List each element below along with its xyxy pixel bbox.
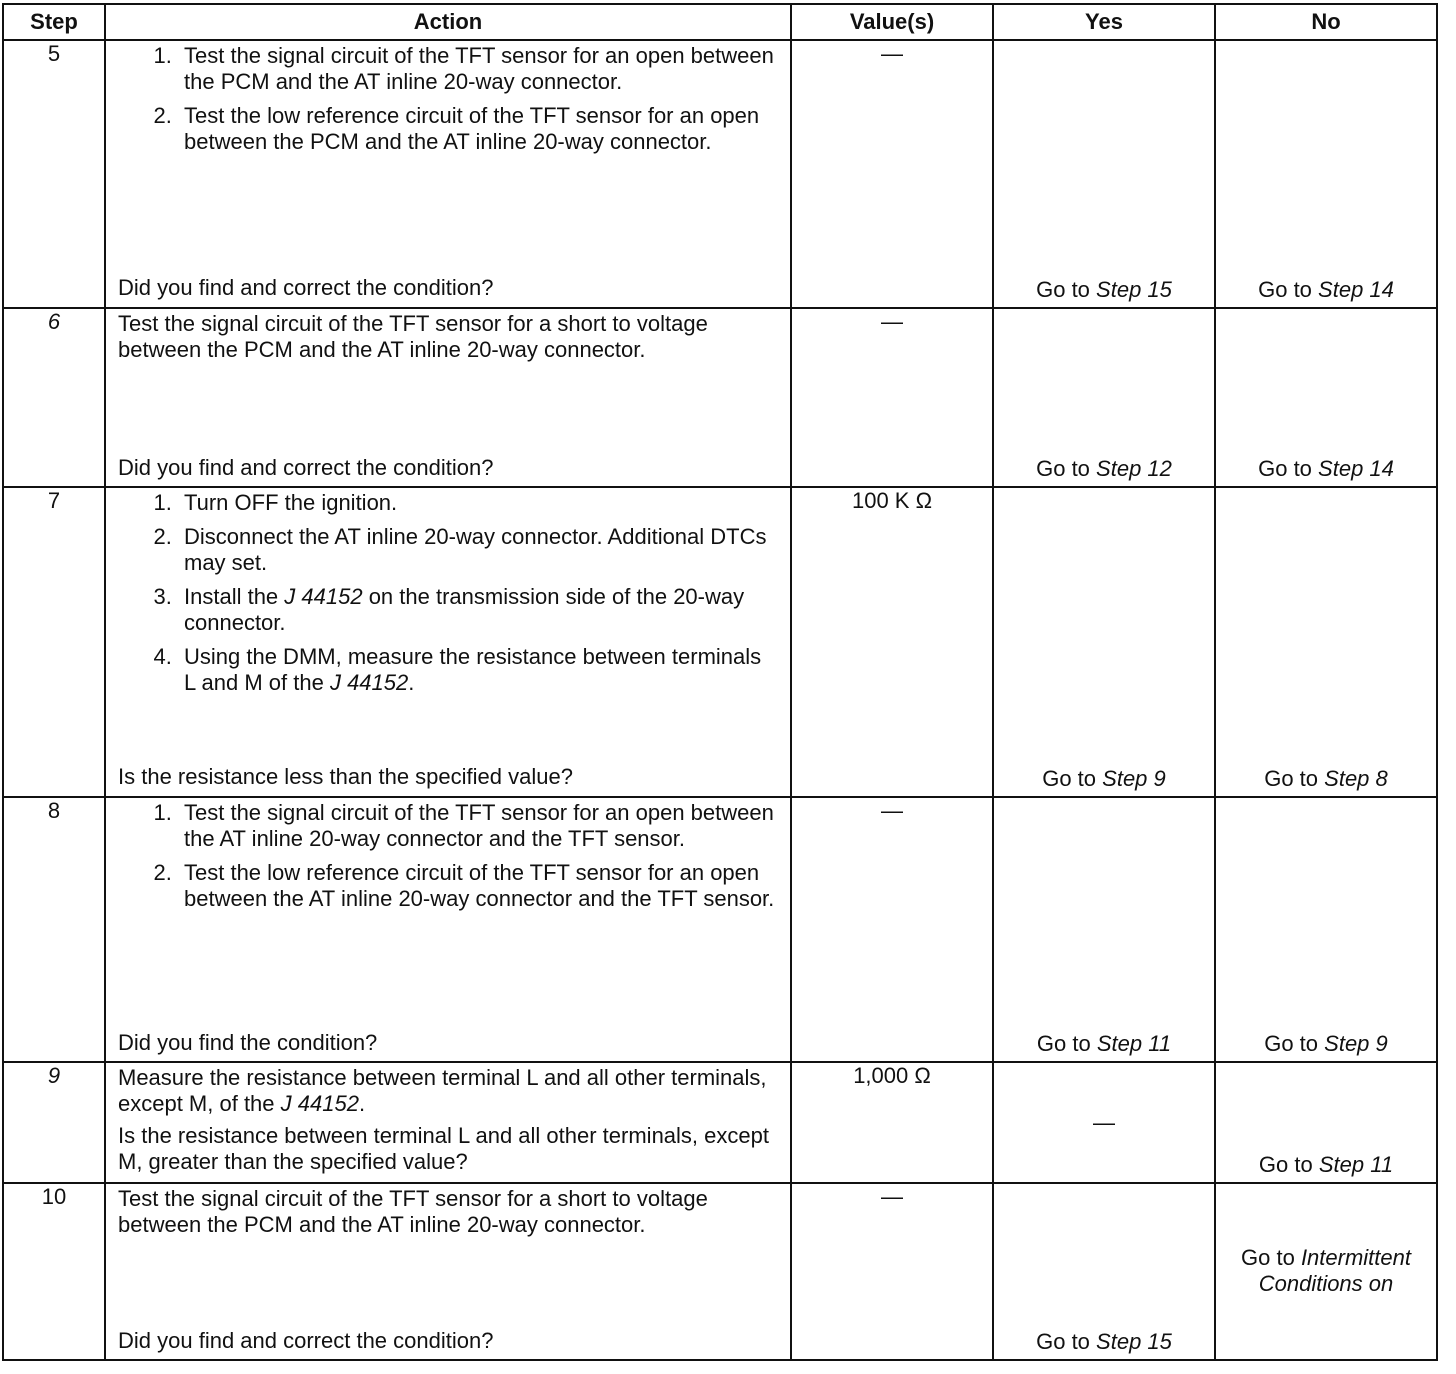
action-text: Test the signal circuit of the TFT sensor for a short to voltage between the PCM and the AT inline 20-way connector.: [118, 310, 708, 362]
goto-step-link[interactable]: Step 8: [1324, 765, 1388, 791]
action-item: 2. Test the low reference circuit of the TFT sensor for an open between the PCM and the AT inline 20-way connector.: [178, 103, 778, 155]
yes-cell: [993, 1183, 1215, 1360]
step-number: [3, 308, 105, 487]
action-question: Is the resistance less than the specified value?: [118, 763, 573, 789]
step-number-text: 6: [47, 308, 61, 334]
step-number: 10: [3, 1183, 105, 1360]
yes-goto[interactable]: [994, 1031, 1214, 1057]
goto-prefix: Go to: [1258, 276, 1312, 302]
action-question: Did you find and correct the condition?: [118, 1327, 494, 1353]
no-cell: [1215, 487, 1437, 797]
value-cell: —: [791, 1183, 993, 1360]
goto-prefix: Go to: [1036, 1031, 1091, 1057]
action-text-part: Measure the resistance between terminal L and all other terminals, except M, of the: [118, 1065, 767, 1117]
goto-step-link[interactable]: Step 15: [1096, 1329, 1172, 1354]
goto-prefix: Go to: [1264, 765, 1319, 791]
no-cell: [1215, 40, 1437, 308]
step-number: 7: [3, 487, 105, 797]
action-cell: [105, 1062, 791, 1183]
value-cell: —: [791, 40, 993, 308]
no-cell: [1215, 797, 1437, 1063]
action-item: 2. Disconnect the AT inline 20-way connector. Additional DTCs may set.: [178, 524, 778, 576]
yes-cell: [993, 797, 1215, 1063]
goto-section-link[interactable]: Intermittent Conditions on: [1258, 1245, 1411, 1297]
no-goto[interactable]: [1216, 277, 1436, 303]
action-text: .: [408, 669, 415, 695]
action-item: 1. Test the signal circuit of the TFT sensor for an open between the PCM and the AT inline 20-way connector.: [178, 43, 778, 95]
table-row: [3, 1183, 1437, 1360]
table-row: [3, 487, 1437, 797]
action-cell: [105, 797, 791, 1063]
goto-step-link[interactable]: Step 14: [1318, 276, 1394, 302]
action-item: [178, 644, 778, 696]
goto-prefix: Go to: [1036, 455, 1090, 481]
no-goto[interactable]: [1216, 1031, 1436, 1057]
no-cell: [1215, 1183, 1437, 1360]
action-item: 1. Turn OFF the ignition.: [178, 490, 778, 516]
header-row: [3, 4, 1437, 40]
goto-prefix: Go to: [1258, 455, 1312, 481]
action-cell: [105, 1183, 791, 1360]
tool-ref: J 44152: [329, 669, 409, 695]
action-list: [118, 490, 778, 696]
action-cell: [105, 40, 791, 308]
action-cell: [105, 487, 791, 797]
table-row: [3, 797, 1437, 1063]
goto-prefix: Go to: [1258, 1151, 1313, 1177]
action-question: Did you find and correct the condition?: [118, 454, 494, 480]
action-text: Test the signal circuit of the TFT sensor for a short to voltage between the PCM and the AT inline 20-way connector.: [118, 1185, 708, 1237]
no-goto[interactable]: [1216, 1245, 1436, 1297]
no-goto[interactable]: [1216, 766, 1436, 792]
step-number-text: 9: [47, 1063, 61, 1089]
goto-step-link[interactable]: Step 14: [1318, 455, 1394, 481]
value-cell: 100 K Ω: [791, 487, 993, 797]
goto-prefix: Go to: [1264, 1031, 1319, 1057]
header-values: Value(s): [791, 4, 993, 40]
table-row: [3, 1062, 1437, 1183]
action-list: [118, 43, 778, 155]
action-item: [178, 584, 778, 636]
action-cell: [105, 308, 791, 487]
action-text: on the transmission side of the 20-way connector.: [184, 583, 745, 635]
goto-step-link[interactable]: Step 11: [1096, 1031, 1172, 1057]
goto-step-link[interactable]: Step 15: [1096, 276, 1172, 302]
yes-goto[interactable]: [994, 1329, 1214, 1355]
diagnostic-table: [2, 3, 1438, 1361]
header-no: No: [1215, 4, 1437, 40]
no-goto[interactable]: [1216, 456, 1436, 482]
no-cell: [1215, 1062, 1437, 1183]
yes-cell: [993, 487, 1215, 797]
value-cell: 1,000 Ω: [791, 1062, 993, 1183]
value-cell: —: [791, 797, 993, 1063]
goto-step-link[interactable]: Step 12: [1096, 455, 1172, 481]
goto-prefix: Go to: [1241, 1245, 1295, 1271]
action-list: [118, 800, 778, 912]
action-question: Did you find and correct the condition?: [118, 275, 494, 300]
yes-cell: [993, 308, 1215, 487]
tool-ref: J 44152: [280, 1091, 359, 1117]
goto-prefix: Go to: [1036, 276, 1090, 302]
action-text-part: .: [358, 1091, 366, 1117]
step-number: 5: [3, 40, 105, 308]
table-row: [3, 308, 1437, 487]
yes-goto[interactable]: [994, 456, 1214, 482]
step-number: 8: [3, 797, 105, 1063]
no-cell: [1215, 308, 1437, 487]
yes-goto[interactable]: [994, 277, 1214, 303]
table-row: [3, 40, 1437, 308]
header-action: Action: [105, 4, 791, 40]
goto-step-link[interactable]: Step 9: [1324, 1031, 1388, 1057]
yes-goto[interactable]: [994, 766, 1214, 792]
step-number: [3, 1062, 105, 1183]
action-text: Install the: [184, 583, 285, 609]
action-question: Is the resistance between terminal L and all other terminals, except M, greater than the specified value?: [118, 1123, 769, 1175]
goto-step-link[interactable]: Step 9: [1102, 765, 1166, 791]
yes-cell: [993, 40, 1215, 308]
tool-ref: J 44152: [284, 583, 363, 609]
no-goto[interactable]: [1216, 1152, 1436, 1178]
action-item: 2. Test the low reference circuit of the TFT sensor for an open between the AT inline 20-way connector and the TFT sensor.: [178, 860, 778, 912]
yes-goto-none: —: [1093, 1109, 1115, 1135]
goto-step-link[interactable]: Step 11: [1318, 1151, 1394, 1177]
action-item: 1. Test the signal circuit of the TFT sensor for an open between the AT inline 20-way connector and the TFT sensor.: [178, 800, 778, 852]
action-question: Did you find the condition?: [118, 1029, 378, 1055]
action-text: [118, 1065, 778, 1117]
header-step: Step: [3, 4, 105, 40]
goto-prefix: Go to: [1042, 765, 1097, 791]
goto-prefix: Go to: [1036, 1329, 1090, 1354]
yes-cell: [993, 1062, 1215, 1183]
header-yes: Yes: [993, 4, 1215, 40]
action-text: Using the DMM, measure the resistance between terminals L and M of the: [184, 643, 762, 695]
value-cell: —: [791, 308, 993, 487]
